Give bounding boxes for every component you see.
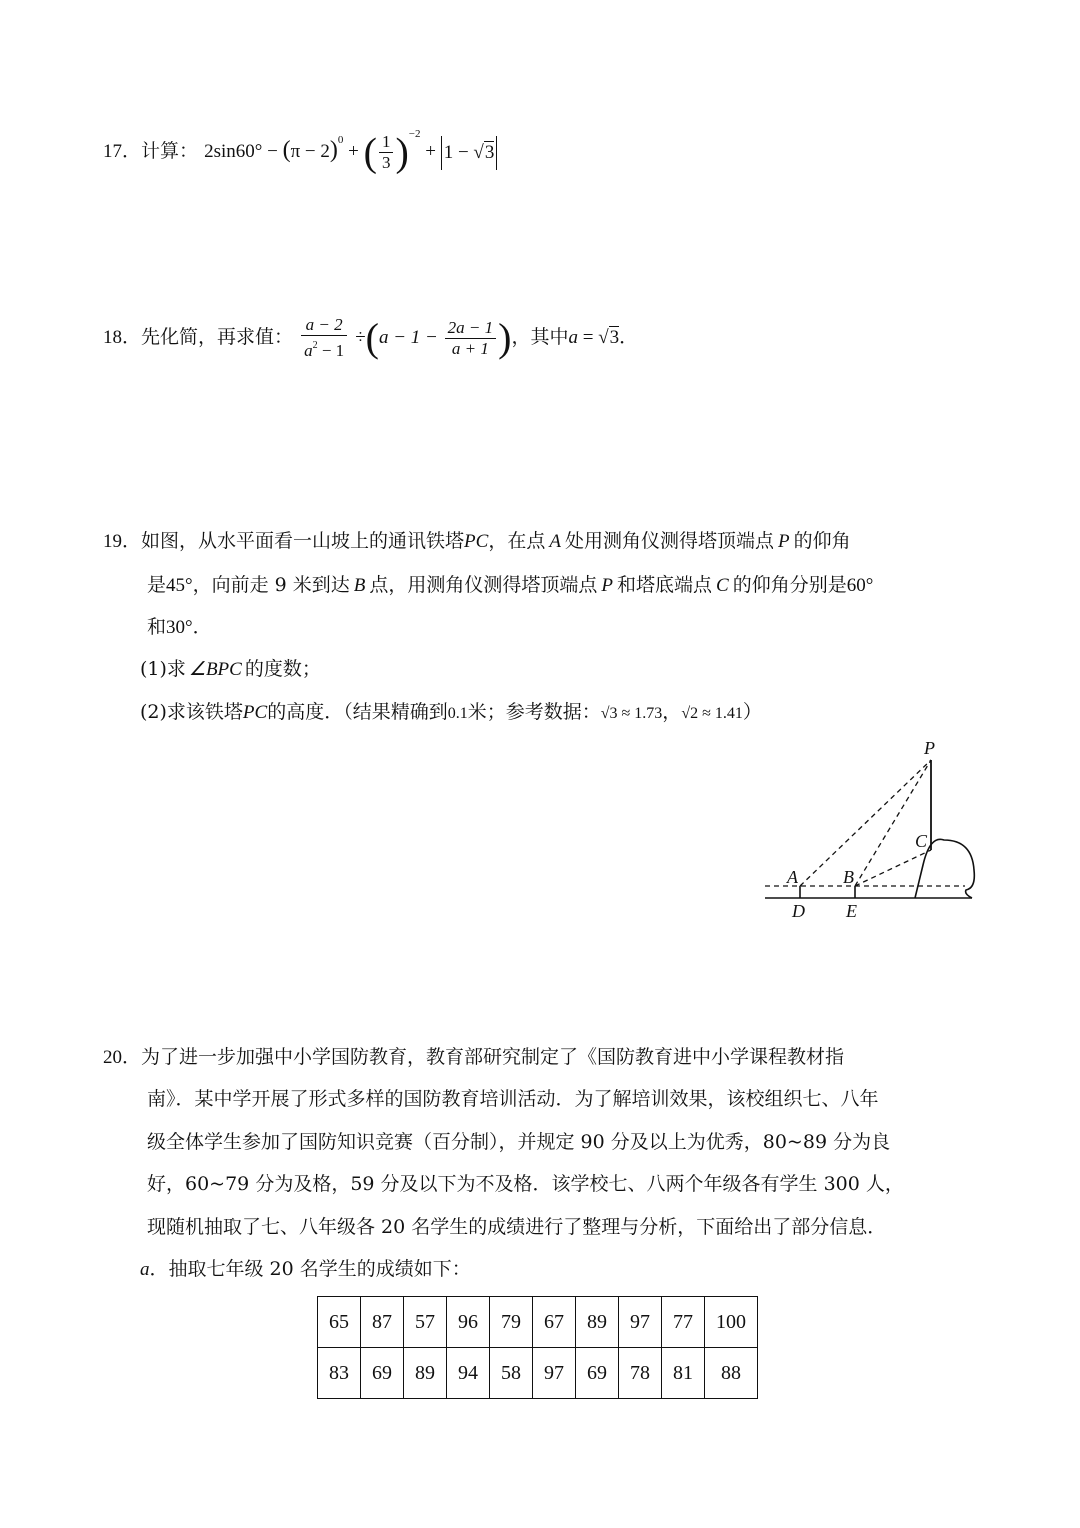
- score-table: [317, 1296, 758, 1399]
- table-cell: 88: [705, 1348, 758, 1399]
- label-e: E: [846, 901, 857, 921]
- q17-expression: $2\sin 60^\circ - (\pi - 2)^0$ + ( $\frac{1}{3}$ )$^{-2}$ + 1 − √3: [204, 141, 497, 162]
- q17-prompt: 计算：: [141, 140, 199, 162]
- table-cell: 69: [361, 1348, 404, 1399]
- q20-line-5: 现随机抽取了七、八年级各 20 名学生的成绩进行了整理与分析，下面给出了部分信息．: [147, 1216, 887, 1238]
- table-row: [318, 1348, 758, 1399]
- q17-number: 17．: [103, 141, 142, 162]
- q19-part-1: (1)求 ∠BPC 的度数；: [140, 658, 321, 680]
- label-b: B: [843, 867, 854, 887]
- table-cell: 67: [533, 1297, 576, 1348]
- label-d: D: [792, 901, 805, 921]
- q18-fraction-2: $\frac{2a - 1}{a + 1}$: [445, 318, 496, 359]
- q20-line-2: 南》．某中学开展了形式多样的国防教育培训活动．为了解培训效果，该校组织七、八年: [147, 1088, 879, 1110]
- table-cell: 69: [576, 1348, 619, 1399]
- q18-prompt: 先化简，再求值：: [141, 326, 294, 348]
- label-p: P: [924, 738, 935, 758]
- q18: 18．先化简，再求值： $\frac{a - 2}{a^2 - 1}$ ÷(a − 1 − $\frac{2a - 1}{a + 1}$ )，其中a = √3．: [103, 315, 639, 360]
- sight-line-a-p: [800, 760, 931, 886]
- table-cell: 97: [533, 1348, 576, 1399]
- table-cell: 87: [361, 1297, 404, 1348]
- table-cell: 58: [490, 1348, 533, 1399]
- table-cell: 89: [404, 1348, 447, 1399]
- table-cell: 78: [619, 1348, 662, 1399]
- table-cell: 97: [619, 1297, 662, 1348]
- label-a: A: [787, 867, 798, 887]
- q17: [103, 112, 497, 175]
- table-cell: 94: [447, 1348, 490, 1399]
- table-row: [318, 1297, 758, 1348]
- table-cell: 100: [705, 1297, 758, 1348]
- q20-line-1: 20．为了进一步加强中小学国防教育，教育部研究制定了《国防教育进中小学课程教材指: [103, 1046, 845, 1068]
- q19-line-1: 19．如图，从水平面看一山坡上的通讯铁塔PC，在点 A 处用测角仪测得塔顶端点 P 的仰角: [103, 530, 851, 552]
- q19-line-3: 和30°．: [147, 616, 212, 638]
- q20-sub-a: a．抽取七年级 20 名学生的成绩如下：: [140, 1258, 471, 1280]
- table-cell: 65: [318, 1297, 361, 1348]
- table-cell: 83: [318, 1348, 361, 1399]
- table-cell: 96: [447, 1297, 490, 1348]
- q19-part-2: (2)求该铁塔PC的高度．（结果精确到0.1米；参考数据：√3 ≈ 1.73，√2 ≈ 1.41）: [140, 701, 762, 723]
- q20-line-4: 好，60~79 分为及格，59 分及以下为不及格．该学校七、八两个年级各有学生 300 人，: [147, 1173, 904, 1195]
- q19-line-2: 是45°，向前走 9 米到达 B 点，用测角仪测得塔顶端点 P 和塔底端点 C 的仰角分别是60°: [147, 574, 874, 596]
- q17-absolute-value: 1 − √3: [441, 136, 498, 170]
- table-cell: 57: [404, 1297, 447, 1348]
- table-cell: 77: [662, 1297, 705, 1348]
- label-c: C: [915, 831, 928, 851]
- q17-fraction: $\frac{1}{3}$: [379, 132, 394, 173]
- table-cell: 89: [576, 1297, 619, 1348]
- table-cell: 79: [490, 1297, 533, 1348]
- q20-line-3: 级全体学生参加了国防知识竞赛（百分制），并规定 90 分及以上为优秀，80~89 分为良: [147, 1131, 891, 1153]
- q18-fraction-1: $\frac{a - 2}{a^2 - 1}$: [301, 315, 347, 361]
- q18-number: 18．: [103, 327, 142, 348]
- table-cell: 81: [662, 1348, 705, 1399]
